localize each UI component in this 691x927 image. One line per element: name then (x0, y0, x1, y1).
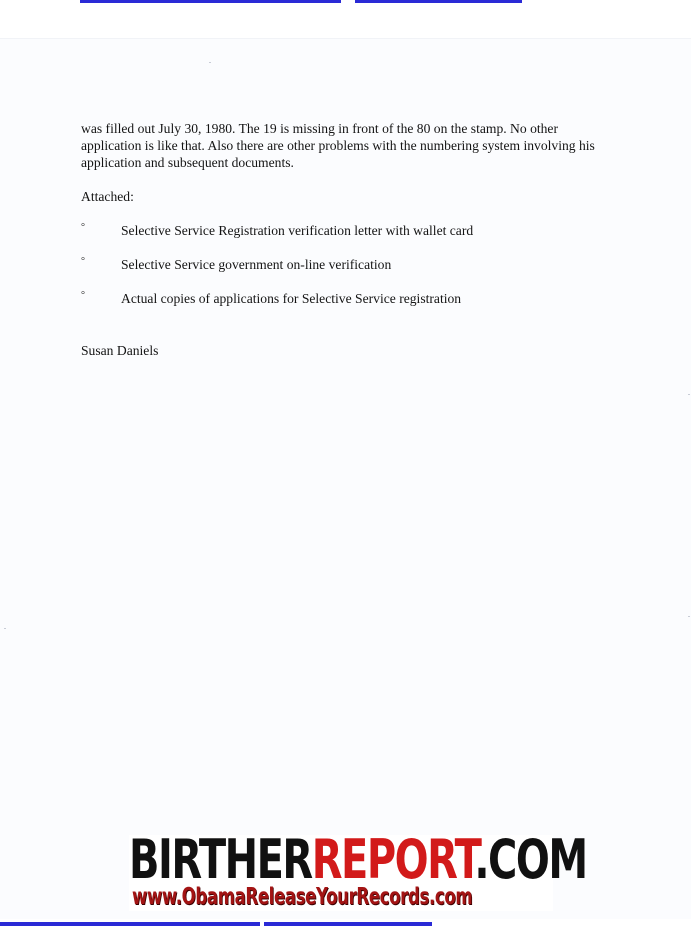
list-item (81, 290, 611, 307)
attached-label: Attached: (81, 189, 134, 204)
logo-birther: BIRTHER (129, 828, 312, 891)
scan-speck (4, 628, 6, 629)
top-rule-right (355, 0, 522, 3)
signature: Susan Daniels (81, 343, 159, 358)
bullet-icon: ° (81, 290, 85, 301)
scan-speck (688, 394, 690, 395)
bottom-rule-right (264, 922, 432, 926)
logo-report: REPORT (311, 828, 475, 891)
list-item-text: Selective Service Registration verification letter with wallet card (121, 223, 474, 238)
list-item (81, 256, 611, 273)
logo-url: www.ObamaReleaseYourRecords.com (132, 884, 473, 910)
scan-speck (209, 62, 211, 63)
bullet-icon: ° (81, 256, 85, 267)
watermark-logo (129, 828, 587, 911)
scan-speck (688, 616, 690, 617)
body-paragraph: was filled out July 30, 1980. The 19 is missing in front of the 80 on the stamp. No other application is like that. Also there are other problems with the numbering system involving his application and subsequent documents. (81, 121, 595, 170)
bullet-icon: ° (81, 222, 85, 233)
list-item-text: Actual copies of applications for Selective Service registration (121, 291, 462, 306)
bottom-rule-left (0, 922, 260, 926)
document-page (0, 38, 691, 919)
list-item (81, 222, 611, 239)
logo-wordmark (129, 828, 587, 891)
list-item-text: Selective Service government on-line verification (121, 257, 392, 272)
top-rule-left (80, 0, 341, 3)
logo-com: .COM (474, 828, 587, 891)
